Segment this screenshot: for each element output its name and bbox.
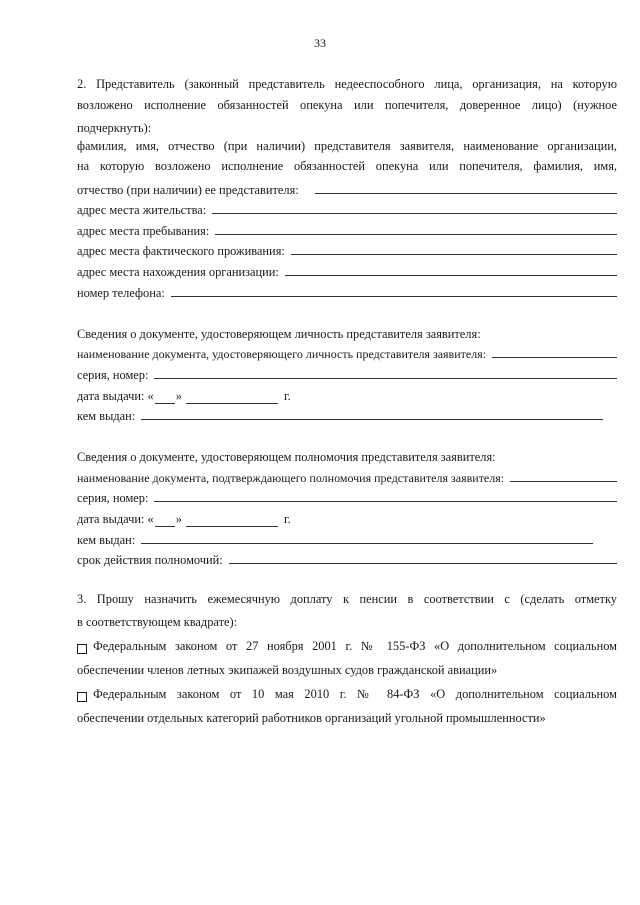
authority-series-label: серия, номер: [77, 491, 149, 506]
option1-text-2: обеспечении членов летных экипажей воздушных судов гражданской авиации» [77, 663, 498, 678]
option2-checkbox[interactable] [77, 692, 87, 702]
option1-row-2 [77, 654, 617, 678]
identity-date-row [77, 383, 617, 404]
actual-residence-row [77, 239, 617, 260]
authority-issued-label: кем выдан: [77, 532, 136, 547]
identity-issued-label: кем выдан: [77, 409, 136, 424]
authority-validity-row [77, 548, 617, 569]
residence-label: адрес места жительства: [77, 203, 207, 218]
option1-checkbox[interactable] [77, 644, 87, 654]
identity-date-day-field[interactable] [155, 403, 175, 404]
option2-row [77, 678, 617, 702]
authority-date-suffix: г. [283, 512, 291, 527]
authority-doc-title: Сведения о документе, удостоверяющем полномочия представителя заявителя: [77, 450, 496, 465]
section2-heading-line-2: возложено исполнение обязанностей опекуна или попечителя, доверенное лицо) (нужное [77, 97, 617, 112]
identity-doc-title: Сведения о документе, удостоверяющем личность представителя заявителя: [77, 326, 481, 341]
org-address-label: адрес места нахождения организации: [77, 264, 279, 279]
authority-validity-field[interactable] [229, 563, 617, 564]
actual-residence-field[interactable] [291, 254, 617, 255]
org-address-field[interactable] [285, 275, 617, 276]
representative-name-row [77, 177, 617, 198]
identity-date-prefix: дата выдачи: « [77, 388, 154, 403]
authority-doc-name-label: наименование документа, подтверждающего полномочия представителя заявителя: [77, 470, 505, 485]
stay-field[interactable] [215, 234, 617, 235]
identity-series-field[interactable] [154, 378, 617, 379]
identity-issued-field[interactable] [141, 419, 603, 420]
identity-doc-name-field[interactable] [492, 357, 617, 358]
section3-line-1: 3. Прошу назначить ежемесячную доплату к пенсии в соответствии с (сделать отметку [77, 591, 617, 606]
authority-series-row [77, 486, 617, 507]
page-number: 33 [314, 36, 326, 50]
authority-doc-name-field[interactable] [510, 481, 617, 482]
authority-issued-field[interactable] [141, 543, 593, 544]
authority-doc-name-row [77, 465, 617, 486]
stay-label: адрес места пребывания: [77, 223, 210, 238]
section2-heading-text: подчеркнуть): [77, 120, 152, 135]
option2-text-2: обеспечении отдельных категорий работников организаций угольной промышленности» [77, 711, 546, 726]
identity-doc-name-label: наименование документа, удостоверяющего личность представителя заявителя: [77, 347, 487, 362]
authority-date-month-field[interactable] [186, 526, 278, 527]
authority-doc-title-row [77, 445, 617, 466]
authority-validity-label: срок действия полномочий: [77, 553, 223, 568]
authority-series-field[interactable] [154, 501, 617, 502]
authority-issued-row [77, 527, 617, 548]
option1-text-1: Федеральным законом от 27 ноября 2001 г. № 155-ФЗ «О дополнительном социальном [93, 639, 617, 654]
section3-line-2-text: в соответствующем квадрате): [77, 615, 238, 630]
phone-label: номер телефона: [77, 285, 165, 300]
residence-row [77, 198, 617, 219]
stay-row [77, 218, 617, 239]
phone-field[interactable] [171, 296, 617, 297]
identity-date-mid: » [175, 388, 182, 403]
org-address-row [77, 259, 617, 280]
identity-issued-row [77, 404, 617, 425]
option1-row [77, 630, 617, 654]
authority-date-day-field[interactable] [155, 526, 175, 527]
authority-date-row [77, 506, 617, 527]
representative-name-line-2: на которую возложено исполнение обязанностей опекуна или попечителя, фамилия, имя, [77, 159, 617, 174]
identity-series-label: серия, номер: [77, 367, 149, 382]
representative-name-line-1: фамилия, имя, отчество (при наличии) представителя заявителя, наименование организации, [77, 138, 617, 153]
identity-date-month-field[interactable] [186, 403, 278, 404]
identity-series-row [77, 362, 617, 383]
representative-name-field[interactable] [315, 193, 617, 194]
identity-date-suffix: г. [283, 388, 291, 403]
identity-doc-name-row [77, 342, 617, 363]
section2-heading-line-3 [77, 115, 617, 136]
form-content [77, 74, 617, 726]
identity-doc-title-row [77, 321, 617, 342]
authority-date-prefix: дата выдачи: « [77, 512, 154, 527]
option2-text-1: Федеральным законом от 10 мая 2010 г. № 84-ФЗ «О дополнительном социальном [93, 687, 617, 702]
residence-field[interactable] [212, 213, 617, 214]
actual-residence-label: адрес места фактического проживания: [77, 244, 285, 259]
phone-row [77, 280, 617, 301]
option2-row-2 [77, 702, 617, 726]
representative-name-label: отчество (при наличии) ее представителя: [77, 182, 299, 197]
section3-line-2 [77, 609, 617, 630]
authority-date-mid: » [175, 512, 182, 527]
section2-heading-line-1: 2. Представитель (законный представитель недееспособного лица, организация, на которую [77, 77, 617, 91]
